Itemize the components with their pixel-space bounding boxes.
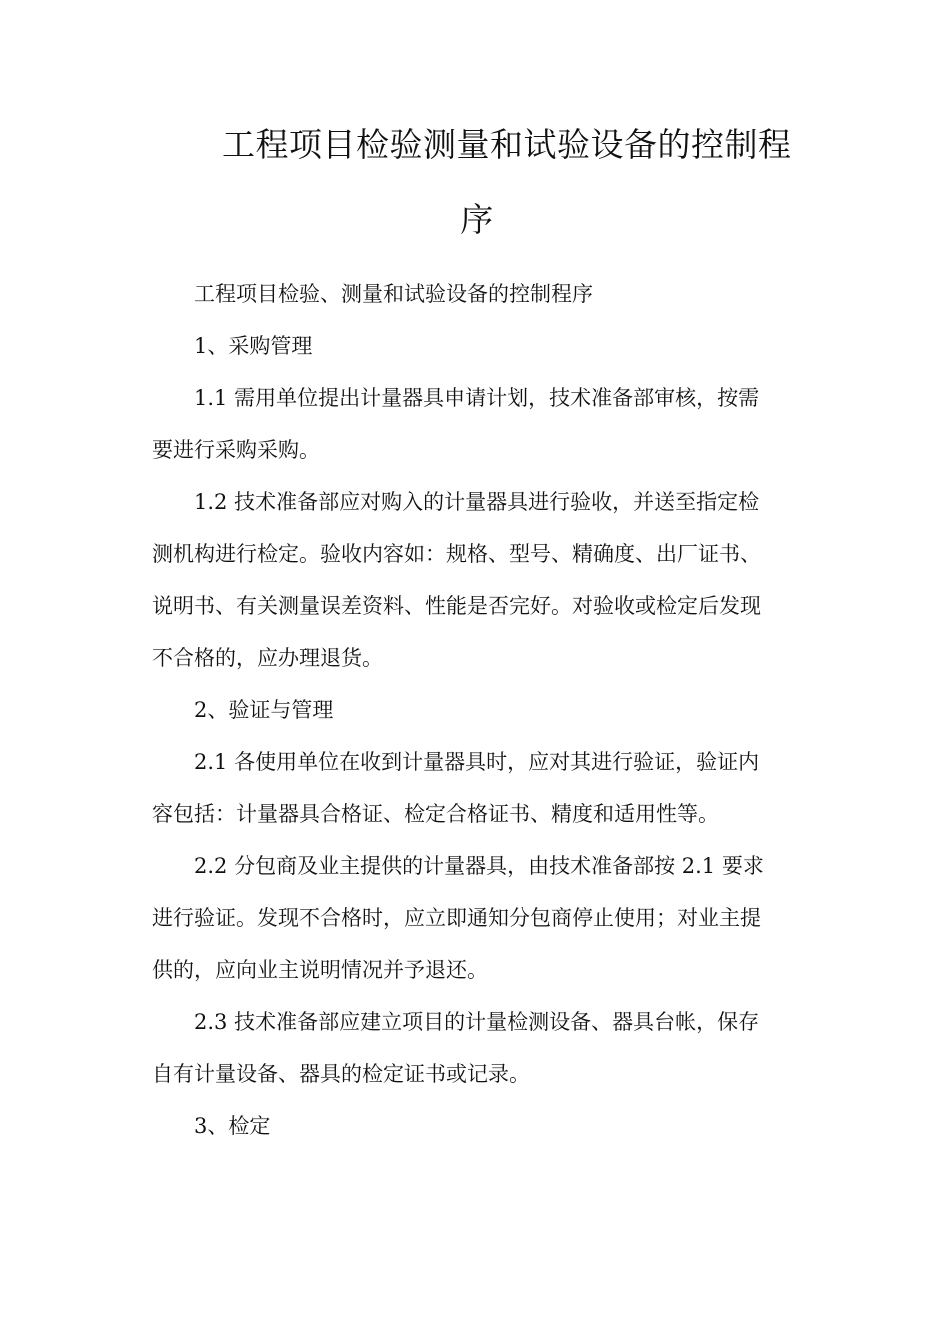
paragraph-line: 3、检定 — [194, 1114, 271, 1138]
paragraph-line: 工程项目检验、测量和试验设备的控制程序 — [194, 282, 593, 306]
section-heading-3 — [152, 1100, 802, 1152]
paragraph-line: 要进行采购采购。 — [152, 438, 320, 462]
paragraph-2-3 — [152, 996, 802, 1100]
paragraph-line: 1、采购管理 — [194, 334, 313, 358]
paragraph-2-2 — [152, 840, 802, 996]
paragraph-line: 测机构进行检定。验收内容如：规格、型号、精确度、出厂证书、 — [152, 542, 761, 566]
paragraph-line: 1.2 技术准备部应对购入的计量器具进行验收，并送至指定检 — [194, 490, 760, 514]
paragraph-line: 供的，应向业主说明情况并予退还。 — [152, 958, 488, 982]
paragraph-line: 1.1 需用单位提出计量器具申请计划，技术准备部审核，按需 — [194, 386, 760, 410]
paragraph-line: 2.2 分包商及业主提供的计量器具，由技术准备部按 2.1 要求 — [194, 854, 764, 878]
paragraph-subtitle — [152, 268, 802, 320]
paragraph-1-2 — [152, 476, 802, 684]
paragraph-line: 进行验证。发现不合格时，应立即通知分包商停止使用；对业主提 — [152, 906, 761, 930]
paragraph-line: 不合格的，应办理退货。 — [152, 646, 383, 670]
paragraph-line: 说明书、有关测量误差资料、性能是否完好。对验收或检定后发现 — [152, 594, 761, 618]
paragraph-line: 自有计量设备、器具的检定证书或记录。 — [152, 1062, 530, 1086]
paragraph-line: 2.3 技术准备部应建立项目的计量检测设备、器具台帐，保存 — [194, 1010, 760, 1034]
section-heading-2 — [152, 684, 802, 736]
document-title-line-2: 序 — [460, 200, 494, 239]
document-body — [152, 268, 802, 1152]
paragraph-1-1 — [152, 372, 802, 476]
paragraph-line: 2.1 各使用单位在收到计量器具时，应对其进行验证，验证内 — [194, 750, 760, 774]
section-heading-1 — [152, 320, 802, 372]
paragraph-line: 容包括：计量器具合格证、检定合格证书、精度和适用性等。 — [152, 802, 719, 826]
paragraph-2-1 — [152, 736, 802, 840]
paragraph-line: 2、验证与管理 — [194, 698, 334, 722]
document-title-line-1: 工程项目检验测量和试验设备的控制程 — [222, 125, 792, 164]
